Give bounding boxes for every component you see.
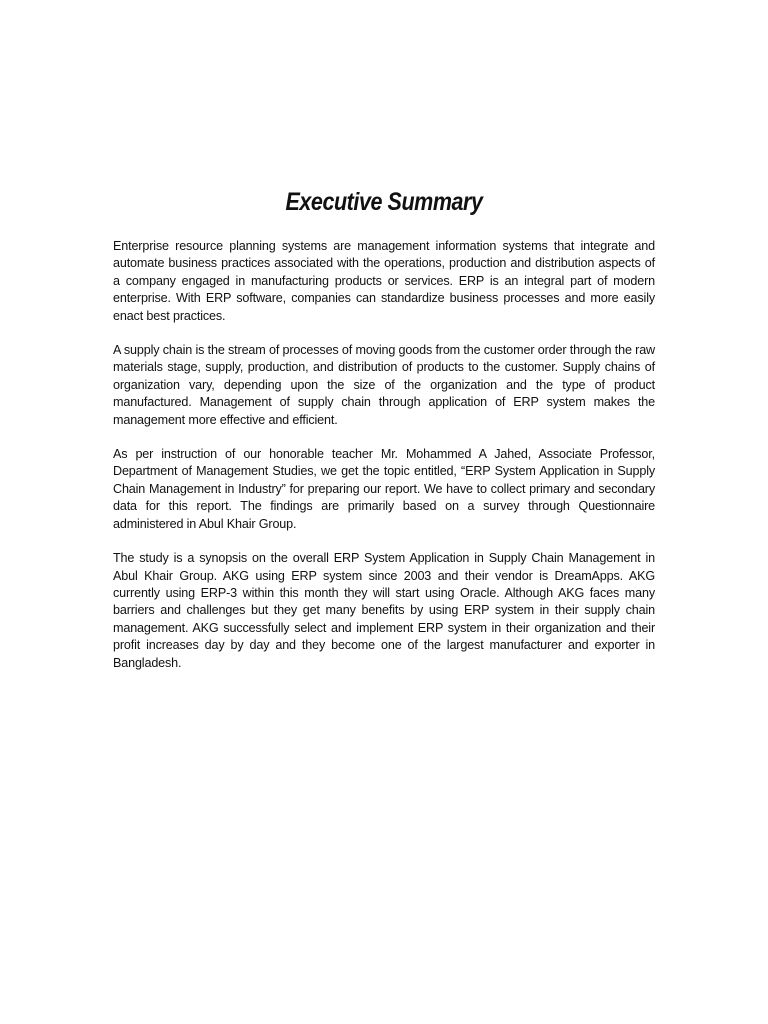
paragraph-report-instruction: As per instruction of our honorable teacher Mr. Mohammed A Jahed, Associate Professor, Department of Management Studies, we get the topic entitled, “ERP System Application in Supply Chain Management in Industry” for preparing our report. We have to collect primary and secondary data for this report. The findings are primarily based on a survey through Questionnaire administered in Abul Khair Group.: [113, 447, 655, 531]
paragraph-supply-chain: A supply chain is the stream of processes of moving goods from the customer order through the raw materials stage, supply, production, and distribution of products to the customer. Supply chains of organization vary, depending upon the size of the organization and the type of product manufactured. Management of supply chain through application of ERP system makes the management more effective and efficient.: [113, 343, 655, 427]
page-title: Executive Summary: [285, 188, 483, 216]
paragraph-study-synopsis: The study is a synopsis on the overall ERP System Application in Supply Chain Management in Abul Khair Group. AKG using ERP system since 2003 and their vendor is DreamApps. AKG currently using ERP-3 within this month they will start using Oracle. Although AKG faces many barriers and challenges but they get many benefits by using ERP system in their supply chain management. AKG successfully select and implement ERP system in their organization and their profit increases day by day and they become one of the largest manufacturer and exporter in Bangladesh.: [113, 551, 655, 670]
paragraph-erp-definition: Enterprise resource planning systems are management information systems that integrate and automate business practices associated with the operations, production and distribution aspects of a company engaged in manufacturing products or services. ERP is an integral part of modern enterprise. With ERP software, companies can standardize business processes and more easily enact best practices.: [113, 239, 655, 323]
summary-body: [113, 238, 655, 689]
